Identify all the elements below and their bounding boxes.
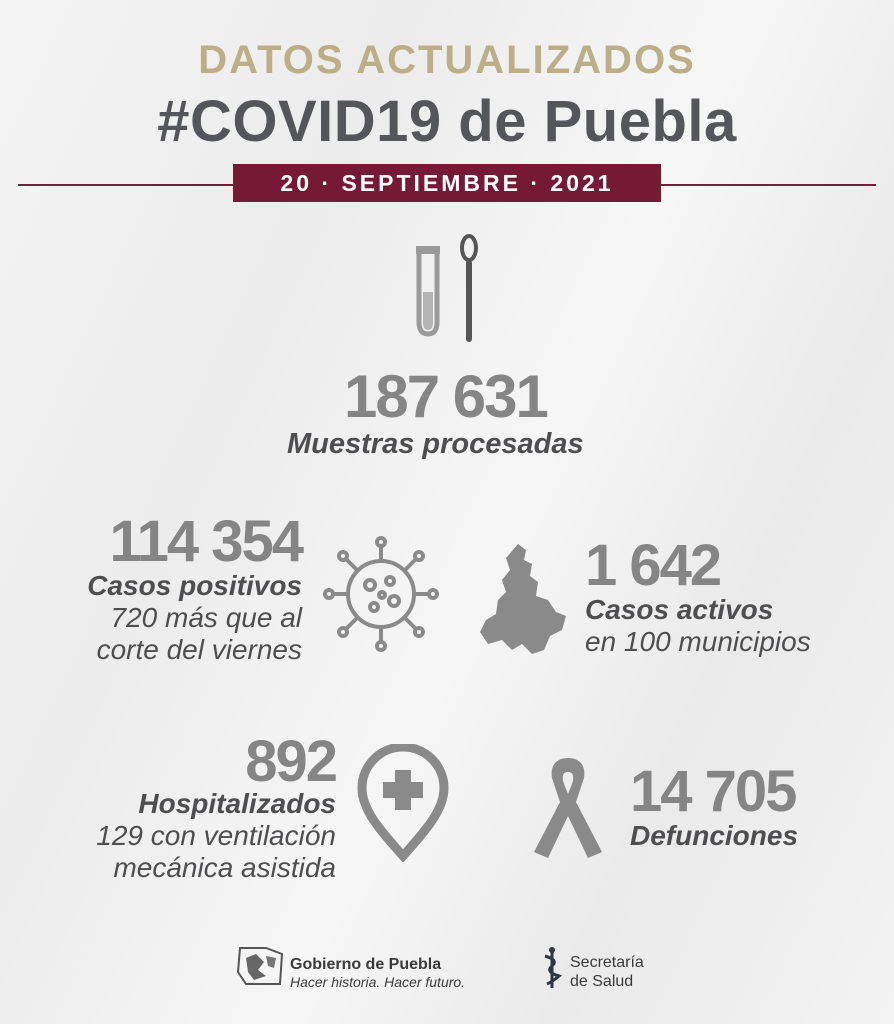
government-slogan: Hacer historia. Hacer futuro. <box>290 974 466 990</box>
active-value: 1 642 <box>585 533 721 598</box>
caduceus-icon <box>541 946 563 990</box>
page-title: #COVID19 de Puebla <box>157 89 737 154</box>
government-shield-icon <box>236 944 286 988</box>
hospitalized-detail-2: mecánica asistida <box>113 852 336 883</box>
hospitalized-value: 892 <box>245 729 336 794</box>
hospitalized-detail-1: 129 con ventilación <box>96 820 336 851</box>
ribbon-icon <box>530 752 606 860</box>
header-kicker: DATOS ACTUALIZADOS <box>198 38 696 82</box>
date-badge: 20 · SEPTIEMBRE · 2021 <box>233 164 661 202</box>
deaths-label: Defunciones <box>630 820 799 851</box>
positive-detail-2: corte del viernes <box>96 634 302 665</box>
samples-label: Muestras procesadas <box>287 428 584 460</box>
active-label: Casos activos <box>585 594 774 625</box>
active-detail: en 100 municipios <box>585 626 811 657</box>
positive-detail-1: 720 más que al <box>110 602 302 633</box>
deaths-value: 14 705 <box>630 759 796 824</box>
health-secretariat-line2: de Salud <box>570 973 634 990</box>
health-secretariat-line1: Secretaría <box>570 954 644 971</box>
swab-icon <box>456 232 482 346</box>
government-name: Gobierno de Puebla <box>290 956 442 973</box>
hospital-pin-icon <box>356 744 450 862</box>
positive-value: 114 354 <box>109 509 302 574</box>
virus-icon <box>322 535 440 653</box>
samples-value: 187 631 <box>344 363 547 430</box>
puebla-map-icon <box>478 540 570 658</box>
positive-label: Casos positivos <box>87 570 302 601</box>
hospitalized-label: Hospitalizados <box>138 788 336 819</box>
